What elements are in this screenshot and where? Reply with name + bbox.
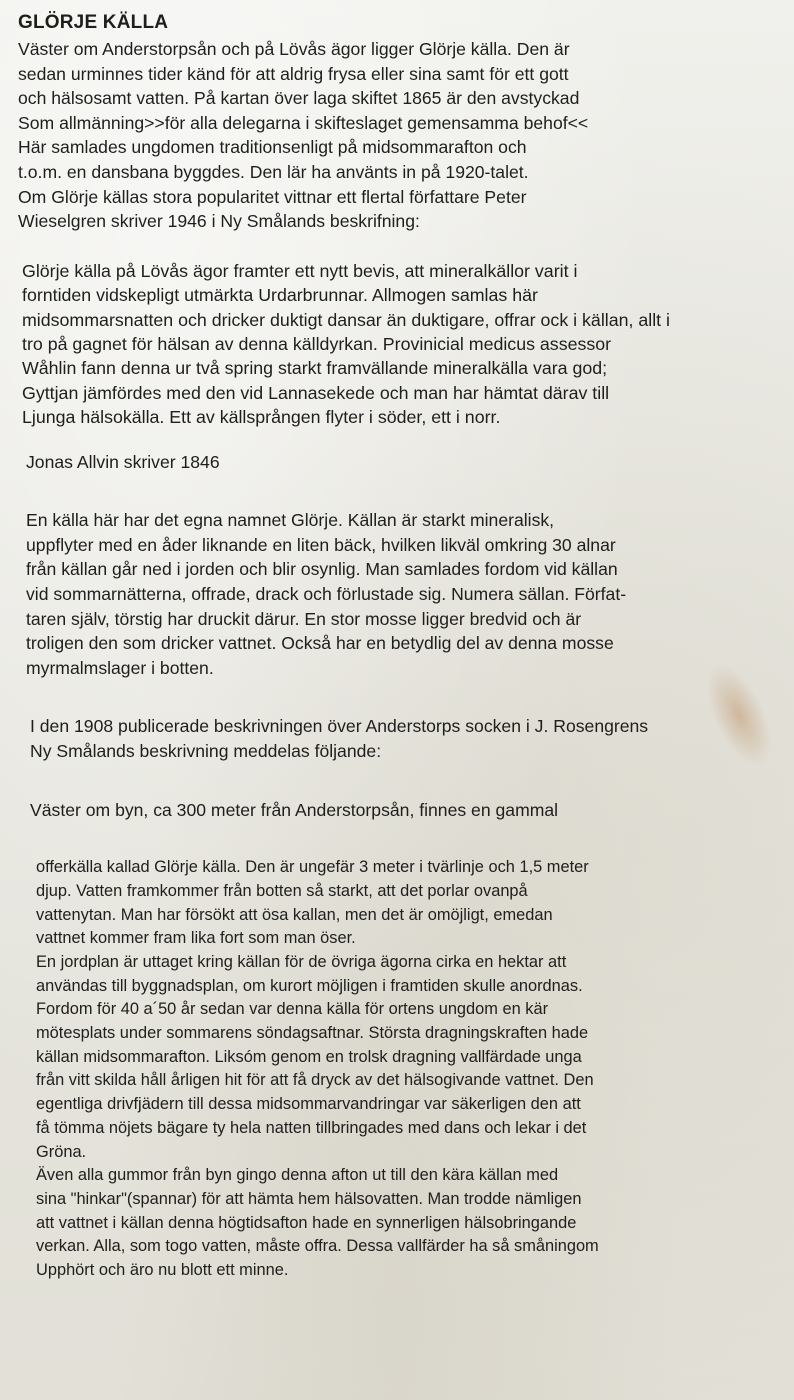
intro-paragraph	[18, 37, 776, 234]
text-line: En jordplan är uttaget kring källan för de övriga ägorna cirka en hektar att	[36, 952, 567, 971]
text-line: vid sommarnätterna, offrade, drack och förlustade sig. Numera sällan. Förfat-	[26, 583, 627, 604]
text-line: vattenytan. Man har försökt att ösa kallan, men det är omöjligt, emedan	[36, 905, 553, 924]
text-line: Fordom för 40 a´50 år sedan var denna källa för ortens ungdom en kär	[36, 1000, 549, 1019]
text-line: djup. Vatten framkommer från botten så starkt, att det porlar ovanpå	[36, 881, 528, 900]
text-line: I den 1908 publicerade beskrivningen över Anderstorps socken i J. Rosengrens	[30, 716, 649, 737]
text-line: användas till byggnadsplan, om kurort möjligen i framtiden skulle anordnas.	[36, 976, 583, 995]
text-line: Även alla gummor från byn gingo denna afton ut till den kära källan med	[36, 1166, 559, 1185]
text-line: midsommarsnatten och dricker duktigt dansar än duktigare, offrar ock i källan, allt i	[22, 309, 670, 330]
text-line: myrmalmslager i botten.	[26, 657, 214, 678]
text-line: få tömma nöjets bägare ty hela natten tillbringades med dans och lekar i det	[36, 1118, 587, 1137]
text-line: mötesplats under sommarens söndagsaftnar. Största dragningskraften hade	[36, 1024, 589, 1043]
text-line: Wieselgren skriver 1946 i Ny Smålands beskrifning:	[18, 211, 420, 232]
text-line: från vitt skilda håll årligen hit för att få dryck av det hälsogivande vattnet. Den	[36, 1071, 594, 1090]
text-line: En källa här har det egna namnet Glörje. Källan är starkt mineralisk,	[26, 510, 555, 531]
text-line: att vattnet i källan denna högtidsafton hade en synnerligen hälsobringande	[36, 1213, 577, 1232]
rosengren-intro	[18, 714, 776, 763]
text-line: tro på gagnet för hälsan av denna källdyrkan. Provinicial medicus assessor	[22, 333, 612, 354]
text-line: Om Glörje källas stora popularitet vittnar ett flertal författare Peter	[18, 186, 527, 207]
rosengren-paragraph	[18, 856, 776, 1283]
text-line: Glörje källa på Lövås ägor framter ett nytt bevis, att mineralkällor varit i	[22, 260, 578, 281]
text-line: sina "hinkar"(spannar) för att hämta hem hälsovatten. Man trodde nämligen	[36, 1189, 582, 1208]
text-line: Upphört och äro nu blott ett minne.	[36, 1261, 289, 1280]
text-line: Här samlades ungdomen traditionsenligt på midsommarafton och	[18, 137, 527, 158]
text-line: Väster om Anderstorpsån och på Lövås ägor ligger Glörje källa. Den är	[18, 39, 570, 59]
text-line: egentliga drivfjädern till dessa midsommarvandringar var säkerligen den att	[36, 1095, 581, 1114]
text-line: Wåhlin fann denna ur två spring starkt framvällande mineralkälla vara god;	[22, 358, 608, 379]
text-line: och hälsosamt vatten. På kartan över laga skiftet 1865 är den avstyckad	[18, 88, 580, 109]
text-line: troligen den som dricker vattnet. Också har en betydlig del av denna mosse	[26, 633, 614, 654]
text-line: Gröna.	[36, 1142, 87, 1161]
text-line: taren själv, törstig har druckit därur. En stor mosse ligger bredvid och är	[26, 608, 582, 629]
allvin-paragraph	[18, 508, 776, 680]
text-line: uppflyter med en åder liknande en liten bäck, hvilken likväl omkring 30 alnar	[26, 534, 616, 555]
text-line: forntiden vidskepligt utmärkta Urdarbrunnar. Allmogen samlas här	[22, 285, 538, 306]
text-line: Som allmänning>>för alla delegarna i skifteslaget gemensamma behof<<	[18, 112, 589, 133]
text-line: Ljunga hälsokälla. Ett av källsprången flyter i söder, ett i norr.	[22, 407, 501, 428]
rosengren-first-line: Väster om byn, ca 300 meter från Anderstorpsån, finnes en gammal	[30, 799, 559, 820]
text-line: t.o.m. en dansbana byggdes. Den lär ha använts in på 1920-talet.	[18, 161, 529, 182]
text-line: källan midsommarafton. Liksóm genom en trolsk dragning vallfärdade unga	[36, 1047, 582, 1066]
text-line: vattnet kommer fram lika fort som man öser.	[36, 929, 356, 948]
text-line: sedan urminnes tider känd för att aldrig frysa eller sina samt för ett gott	[18, 63, 569, 84]
text-line: Ny Smålands beskrivning meddelas följande:	[30, 740, 382, 761]
wieselgren-quote	[18, 259, 776, 430]
sign-title: GLÖRJE KÄLLA	[18, 12, 169, 33]
text-line: från källan går ned i jorden och blir osynlig. Man samlades fordom vid källan	[26, 559, 618, 580]
text-line: Gyttjan jämfördes med den vid Lannasekede och man har hämtat därav till	[22, 382, 610, 403]
allvin-heading: Jonas Allvin skriver 1846	[26, 451, 220, 472]
text-line: verkan. Alla, som togo vatten, måste offra. Dessa vallfärder ha så småningom	[36, 1237, 599, 1256]
text-line: offerkälla kallad Glörje källa. Den är ungefär 3 meter i tvärlinje och 1,5 meter	[36, 858, 589, 877]
